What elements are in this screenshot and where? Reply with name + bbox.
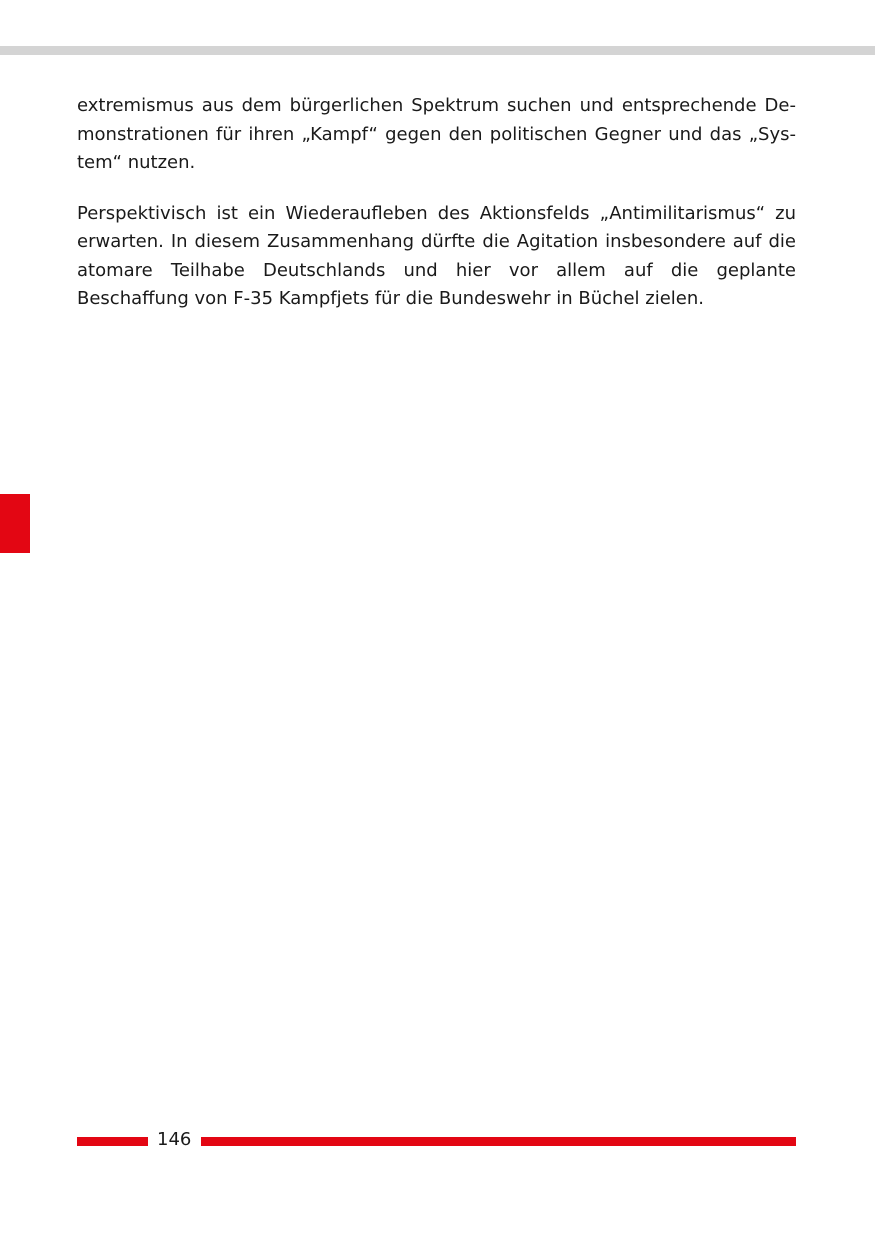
chapter-marker: [0, 494, 30, 553]
header-rule: [0, 46, 875, 55]
footer-bar-left: [77, 1137, 148, 1146]
page-number: 146: [157, 1129, 192, 1150]
page-footer: [77, 1126, 796, 1154]
paragraph: extremismus aus dem bürgerlichen Spektrum suchen und entsprechende Demonstrationen für ihren „Kampf“ gegen den politischen Gegner und das „System“ nutzen.: [77, 95, 796, 173]
main-text: [77, 92, 796, 314]
paragraph: Perspektivisch ist ein Wiederaufleben des Aktionsfelds „Antimilitarismus“ zu erwarten. In diesem Zusammenhang dürfte die Agitation insbesondere auf die atomare Teilhabe Deutschlands und hier vor allem auf die geplante Beschaffung von F-35 Kampfjets für die Bundeswehr in Büchel zielen.: [77, 202, 796, 309]
footer-bar-right: [201, 1137, 796, 1146]
